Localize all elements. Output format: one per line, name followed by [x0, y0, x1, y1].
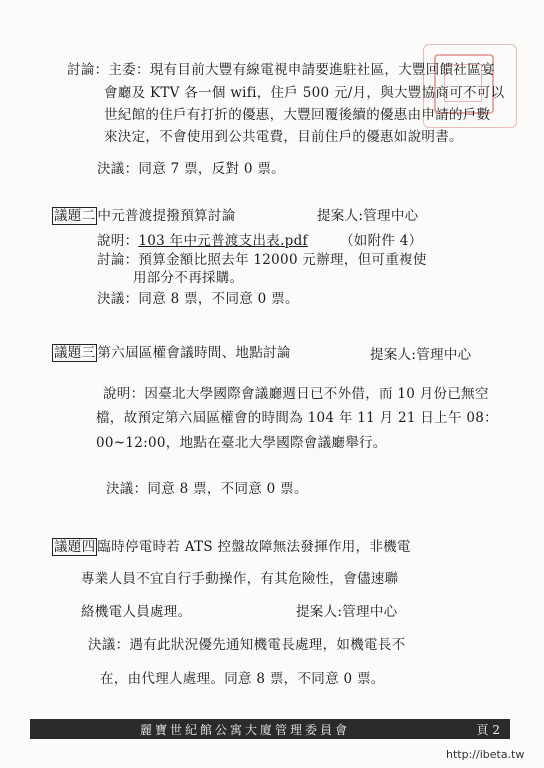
attachment-link[interactable]: 103 年中元普渡支出表.pdf: [138, 233, 308, 249]
discussion-line-3: 世紀館的住戶有打折的優惠，大豐回覆後續的優惠由申請的戶數: [104, 107, 491, 123]
item2-label: 議題二: [54, 208, 96, 224]
item2-discussion-line-1: 討論：預算金額比照去年 12000 元辦理，但可重複使: [97, 252, 427, 268]
item4-line-3: 絡機電人員處理。: [81, 604, 192, 620]
item3-description-line-2: 檔，故預定第六屆區權會的時間為 104 年 11 月 21 日上午 08：: [96, 410, 498, 426]
item2-heading: [52, 204, 235, 224]
discussion-line-2: 會廳及 KTV 各一個 wifi，住戶 500 元/月，與大豐協商可不可以: [104, 85, 505, 101]
item4-line-1: 臨時停電時若 ATS 控盤故障無法發揮作用，非機電: [97, 539, 411, 555]
item2-title: 中元普渡提撥預算討論: [97, 208, 236, 224]
item3-label: 議題三: [54, 345, 96, 361]
item3-proposer: 提案人:管理中心: [370, 347, 472, 363]
item2-proposer: 提案人:管理中心: [317, 208, 419, 224]
item2-desc-prefix: 說明：: [97, 233, 139, 249]
item2-description: [97, 229, 308, 249]
page-number: 頁 2: [476, 723, 500, 737]
discussion-line-1: 討論：主委：現有目前大豐有線電視申請要進駐社區，大豐回饋社區宴: [67, 62, 495, 78]
item3-title: 第六屆區權會議時間、地點討論: [97, 345, 291, 361]
footer-bar: [30, 719, 510, 739]
watermark: http://ibeta.tw: [446, 748, 525, 761]
item2-discussion-line-2: 用部分不再採購。: [133, 270, 244, 286]
resolution-2: 決議：同意 8 票，不同意 0 票。: [97, 291, 299, 307]
footer-title: 麗寶世紀館公寓大廈管理委員會: [139, 723, 350, 737]
item4-proposer: 提案人:管理中心: [296, 604, 398, 620]
item4-heading: [52, 535, 411, 555]
resolution-1: 決議：同意 7 票，反對 0 票。: [97, 161, 285, 177]
discussion-line-4: 來決定，不會使用到公共電費，目前住戶的優惠如說明書。: [104, 129, 463, 145]
item4-label: 議題四: [54, 539, 96, 555]
resolution-4-line-2: 在，由代理人處理。同意 8 票，不同意 0 票。: [100, 671, 385, 687]
item3-heading: [52, 341, 291, 361]
resolution-4-line-1: 決議：遇有此狀況優先通知機電長處理，如機電長不: [88, 637, 406, 653]
item3-description-line-3: 00~12:00，地點在臺北大學國際會議廳舉行。: [96, 435, 387, 451]
item3-description-line-1: 說明：因臺北大學國際會議廳週日已不外借，而 10 月份已無空: [103, 386, 489, 402]
attachment-note: （如附件 4）: [340, 233, 423, 249]
item4-line-2: 專業人員不宜自行手動操作，有其危險性，會儘速聯: [81, 571, 399, 587]
resolution-3: 決議：同意 8 票，不同意 0 票。: [106, 481, 308, 497]
